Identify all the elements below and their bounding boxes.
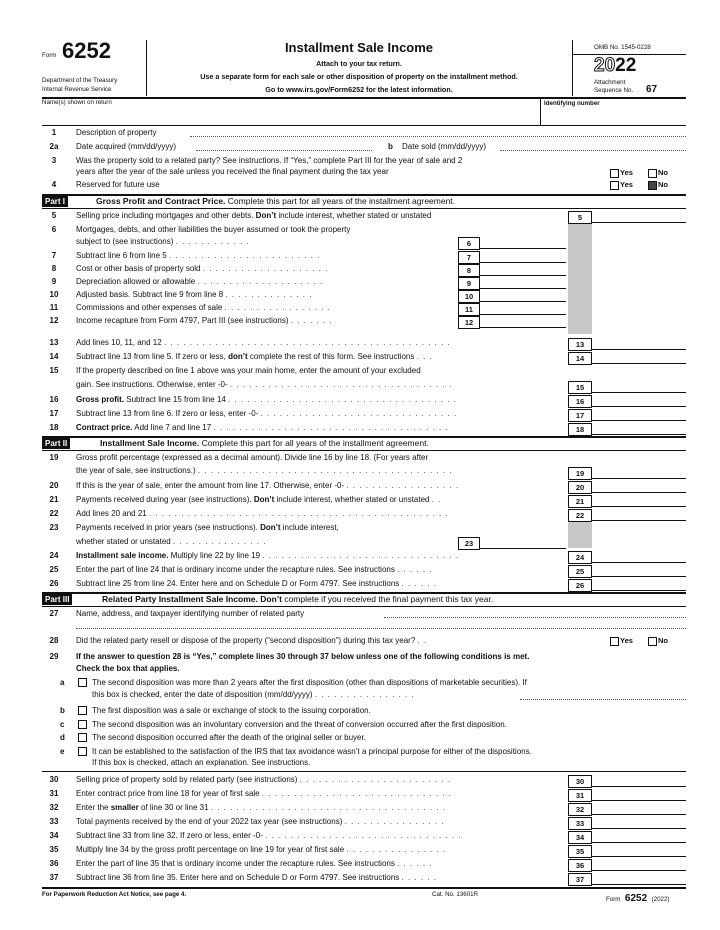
line-5-label: Selling price including mortgages and other debts. Don’t include interest, whether stated or unstated: [76, 211, 432, 220]
line-32-label: Enter the smaller of line 30 or line 31 . . . . . . . . . . . . . . . . . . . . . . . . . . . . . . . . . . . . .: [76, 803, 447, 812]
date-acquired-input[interactable]: [196, 150, 372, 151]
line-18-label: Contract price. Add line 7 and line 17 . . . . . . . . . . . . . . . . . . . . . . . . . . . . . . . . . . . . .: [76, 423, 449, 432]
part-2-label: Part II: [42, 438, 70, 449]
line-17-box: 17: [568, 409, 592, 422]
line-24-box: 24: [568, 551, 592, 564]
line-13-box: 13: [568, 338, 592, 351]
line-10-box: 10: [458, 290, 480, 303]
line-4-yes-checkbox[interactable]: [610, 181, 619, 190]
attachment-label: Attachment: [594, 79, 626, 86]
line-8-number: 8: [51, 264, 57, 273]
line-9-label: Depreciation allowed or allowable . . . . . . . . . . . . . . . . . . . .: [76, 277, 324, 286]
line-7-box: 7: [458, 251, 480, 264]
condition-e-label: It can be established to the satisfaction of the IRS that tax avoidance wasn’t a principal purpose for either of the dispositions.: [92, 747, 532, 756]
line-1-label: Description of property: [76, 128, 157, 137]
line-2a-number: 2a: [49, 142, 59, 151]
line-12-box: 12: [458, 316, 480, 329]
line-3-no-label: No: [658, 168, 668, 177]
catalog-number: Cat. No. 13601R: [432, 891, 479, 898]
line-6-number: 6: [51, 225, 57, 234]
form-title: Installment Sale Income: [284, 40, 434, 55]
line-4-no-label: No: [658, 180, 668, 189]
line-33-box: 33: [568, 817, 592, 830]
line-23-number: 23: [49, 523, 59, 532]
line-36-input[interactable]: [592, 859, 686, 871]
line-2b-label: Date sold (mm/dd/yyyy): [402, 142, 487, 151]
line-7-number: 7: [51, 251, 57, 260]
line-28-no-label: No: [658, 636, 668, 645]
form-word: Form: [42, 52, 57, 59]
line-33-label: Total payments received by the end of your 2022 tax year (see instructions) . . . . . . . . . . . . . . . .: [76, 817, 445, 826]
condition-b-label: The first disposition was a sale or exchange of stock to the issuing corporation.: [92, 706, 371, 715]
line-29-number: 29: [49, 652, 59, 661]
line-36-box: 36: [568, 859, 592, 872]
tax-year: 2022: [594, 55, 637, 76]
line-14-number: 14: [49, 352, 59, 361]
line-23-shaded: [568, 522, 592, 548]
line-26-input[interactable]: [592, 579, 686, 591]
line-3-yes-label: Yes: [620, 168, 633, 177]
line-15-number: 15: [49, 366, 59, 375]
line-13-number: 13: [49, 338, 59, 347]
identifying-number-input[interactable]: [544, 108, 684, 122]
line-2a-label: Date acquired (mm/dd/yyyy): [76, 142, 177, 151]
line-10-label: Adjusted basis. Subtract line 9 from line 8 . . . . . . . . . . . . . .: [76, 290, 313, 299]
condition-d-letter: d: [60, 733, 65, 742]
line-15-label-2: gain. See instructions. Otherwise, enter -0- . . . . . . . . . . . . . . . . . . . . . . . . . . . . . . . . . . .: [76, 380, 453, 389]
line-17-input[interactable]: [592, 409, 686, 421]
sequence-label: Sequence No.: [594, 87, 634, 94]
line-30-label: Selling price of property sold by related party (see instructions) . . . . . . . . . . . . . . . . . . . . . . . .: [76, 775, 452, 784]
line-6-label: Mortgages, debts, and other liabilities the buyer assumed or took the property: [76, 225, 351, 234]
date-sold-input[interactable]: [500, 150, 686, 151]
line-27-input-2[interactable]: [76, 628, 686, 629]
line-14-input[interactable]: [592, 352, 686, 364]
dept-irs: Internal Revenue Service: [42, 86, 112, 93]
line-14-label: Subtract line 13 from line 5. If zero or less, don’t complete the rest of this form. See instructions . . .: [76, 352, 433, 361]
line-3-yes-checkbox[interactable]: [610, 169, 619, 178]
line-22-number: 22: [49, 509, 59, 518]
line-18-input[interactable]: [592, 423, 686, 435]
line-21-input[interactable]: [592, 495, 686, 507]
line-36-label: Enter the part of line 35 that is ordinary income under the recapture rules. See instructions . . . . . .: [76, 859, 433, 868]
line-27-label: Name, address, and taxpayer identifying number of related party: [76, 609, 305, 618]
line-13-label: Add lines 10, 11, and 12 . . . . . . . . . . . . . . . . . . . . . . . . . . . . . . . . . . . . . . . . . . . . .: [76, 338, 451, 347]
line-24-input[interactable]: [592, 551, 686, 563]
line-16-input[interactable]: [592, 395, 686, 407]
line-31-input[interactable]: [592, 789, 686, 801]
line-29-label: If the answer to question 28 is “Yes,” complete lines 30 through 37 below unless one of the following conditions is met.: [76, 652, 530, 661]
line-3-no-checkbox[interactable]: [648, 169, 657, 178]
line-9-number: 9: [51, 277, 57, 286]
line-34-label: Subtract line 33 from line 32. If zero or less, enter -0- . . . . . . . . . . . . . . . . . . . . . . . . . . . . . . .: [76, 831, 462, 840]
line-6-input[interactable]: [480, 237, 566, 249]
names-input[interactable]: [44, 108, 534, 122]
line-28-yes-checkbox[interactable]: [610, 637, 619, 646]
line-29-label-2: Check the box that applies.: [76, 664, 180, 673]
condition-c-checkbox[interactable]: [78, 720, 87, 729]
part-1-shaded-column: [568, 224, 592, 334]
line-28-no-checkbox[interactable]: [648, 637, 657, 646]
line-37-label: Subtract line 36 from line 35. Enter here and on Schedule D or Form 4797. See instructions . . . . . .: [76, 873, 437, 882]
line-28-number: 28: [49, 636, 59, 645]
line-31-box: 31: [568, 789, 592, 802]
attach-text: Attach to your tax return.: [316, 59, 402, 68]
line-5-input[interactable]: [592, 211, 686, 223]
line-31-label: Enter contract price from line 18 for year of first sale . . . . . . . . . . . . . . . . . . . . . . . . . . . . . .: [76, 789, 453, 798]
line-35-input[interactable]: [592, 845, 686, 857]
line-34-input[interactable]: [592, 831, 686, 843]
line-25-input[interactable]: [592, 565, 686, 577]
condition-a-date-input[interactable]: [520, 699, 686, 700]
line-9-box: 9: [458, 277, 480, 290]
part-1-title: Gross Profit and Contract Price. Complete this part for all years of the installment agreement.: [96, 196, 456, 206]
line-34-box: 34: [568, 831, 592, 844]
line-9-input[interactable]: [480, 277, 566, 289]
line-24-label: Installment sale income. Multiply line 22 by line 19 . . . . . . . . . . . . . . . . . . . . . . . . . . . . . . .: [76, 551, 459, 560]
line-26-label: Subtract line 25 from line 24. Enter here and on Schedule D or Form 4797. See instructions . . . . . .: [76, 579, 437, 588]
instruction-website: Go to www.irs.gov/Form6252 for the latest information.: [265, 85, 453, 94]
line-21-box: 21: [568, 495, 592, 508]
line-19-label: Gross profit percentage (expressed as a decimal amount). Divide line 16 by line 18. (For years after: [76, 453, 429, 462]
condition-a-label-2: this box is checked, enter the date of disposition (mm/dd/yyyy) . . . . . . . . . . . . . . . .: [92, 690, 415, 699]
line-1-input[interactable]: [190, 136, 686, 137]
line-7-input[interactable]: [480, 251, 566, 263]
line-33-input[interactable]: [592, 817, 686, 829]
line-12-label: Income recapture from Form 4797, Part III (see instructions) . . . . . . .: [76, 316, 333, 325]
line-27-number: 27: [49, 609, 59, 618]
line-30-number: 30: [49, 775, 59, 784]
line-36-number: 36: [49, 859, 59, 868]
line-23-label: Payments received in prior years (see instructions). Don’t include interest,: [76, 523, 339, 532]
line-10-number: 10: [49, 290, 59, 299]
line-23-label-2: whether stated or unstated . . . . . . . . . . . . . . .: [76, 537, 267, 546]
line-37-box: 37: [568, 873, 592, 886]
paperwork-notice: For Paperwork Reduction Act Notice, see page 4.: [42, 891, 187, 898]
line-26-box: 26: [568, 579, 592, 592]
line-33-number: 33: [49, 817, 59, 826]
line-19-input[interactable]: [592, 467, 686, 479]
line-4-number: 4: [51, 180, 57, 189]
part-3-label: Part III: [42, 594, 72, 605]
condition-c-letter: c: [60, 720, 65, 729]
line-7-label: Subtract line 6 from line 5 . . . . . . . . . . . . . . . . . . . . . . . .: [76, 251, 321, 260]
line-22-input[interactable]: [592, 509, 686, 521]
condition-e-checkbox[interactable]: [78, 747, 87, 756]
line-25-box: 25: [568, 565, 592, 578]
line-37-number: 37: [49, 873, 59, 882]
line-4-yes-label: Yes: [620, 180, 633, 189]
line-35-number: 35: [49, 845, 59, 854]
line-3-label: Was the property sold to a related party? See instructions. If “Yes,” complete Part III for the year of sale and 2: [76, 156, 463, 165]
condition-d-checkbox[interactable]: [78, 733, 87, 742]
line-31-number: 31: [49, 789, 59, 798]
names-label: Name(s) shown on return: [42, 99, 112, 106]
line-16-label: Gross profit. Subtract line 15 from line 14 . . . . . . . . . . . . . . . . . . . . . . . . . . . . . . . . . . . .: [76, 395, 457, 404]
line-34-number: 34: [49, 831, 59, 840]
line-8-label: Cost or other basis of property sold . . . . . . . . . . . . . . . . . . . .: [76, 264, 329, 273]
part-3-title: Related Party Installment Sale Income. Don’t complete if you received the final payment this tax year.: [102, 594, 494, 604]
line-11-box: 11: [458, 303, 480, 316]
footer-form-id: Form 6252 (2022): [606, 893, 670, 904]
line-20-box: 20: [568, 481, 592, 494]
line-5-box: 5: [568, 211, 592, 224]
line-3-label-2: years after the year of the sale unless you received the final payment during the tax year: [76, 167, 389, 176]
part-2-title: Installment Sale Income. Complete this part for all years of the installment agreement.: [100, 438, 429, 448]
line-21-number: 21: [49, 495, 59, 504]
line-1-number: 1: [51, 128, 57, 137]
line-20-number: 20: [49, 481, 59, 490]
line-22-box: 22: [568, 509, 592, 522]
sequence-number: 67: [646, 84, 658, 95]
line-25-label: Enter the part of line 24 that is ordinary income under the recapture rules. See instructions . . . . . .: [76, 565, 433, 574]
line-23-box: 23: [458, 537, 480, 550]
dept-treasury: Department of the Treasury: [42, 77, 118, 84]
condition-a-checkbox[interactable]: [78, 678, 87, 687]
line-24-number: 24: [49, 551, 59, 560]
instruction-separate: Use a separate form for each sale or other disposition of property on the installment method.: [200, 72, 518, 81]
line-26-number: 26: [49, 579, 59, 588]
line-18-number: 18: [49, 423, 59, 432]
line-6-label-2: subject to (see instructions) . . . . . . . . . . . .: [76, 237, 250, 246]
line-19-number: 19: [49, 453, 59, 462]
line-35-box: 35: [568, 845, 592, 858]
line-35-label: Multiply line 34 by the gross profit percentage on line 19 for year of first sale . . . . . . . . . . . . . . . .: [76, 845, 447, 854]
line-3-number: 3: [51, 156, 57, 165]
line-12-number: 12: [49, 316, 59, 325]
line-28-label: Did the related party resell or dispose of the property (“second disposition”) during this tax year? . .: [76, 636, 428, 645]
line-20-label: If this is the year of sale, enter the amount from line 17. Otherwise, enter -0- . . . . . . . . . . . . . . . . . .: [76, 481, 460, 490]
line-28-yes-label: Yes: [620, 636, 633, 645]
condition-a-label: The second disposition was more than 2 years after the first disposition (other than dispositions of marketable securities). If: [92, 678, 527, 687]
condition-b-letter: b: [60, 706, 65, 715]
part-1-label: Part I: [42, 196, 68, 207]
line-8-box: 8: [458, 264, 480, 277]
line-11-label: Commissions and other expenses of sale . . . . . . . . . . . . . . . . .: [76, 303, 331, 312]
identifying-number-label: Identifying number: [544, 100, 600, 107]
line-30-box: 30: [568, 775, 592, 788]
condition-b-checkbox[interactable]: [78, 706, 87, 715]
condition-a-letter: a: [60, 678, 65, 687]
line-20-input[interactable]: [592, 481, 686, 493]
line-19-box: 19: [568, 467, 592, 480]
line-4-no-checkbox[interactable]: [648, 181, 657, 190]
line-15-box: 15: [568, 381, 592, 394]
omb-number: OMB No. 1545-0228: [594, 44, 651, 51]
line-30-input[interactable]: [592, 775, 686, 787]
condition-c-label: The second disposition was an involuntary conversion and the threat of conversion occurred after the first disposition.: [92, 720, 507, 729]
line-32-box: 32: [568, 803, 592, 816]
line-23-input[interactable]: [480, 537, 566, 549]
line-15-label: If the property described on line 1 above was your main home, enter the amount of your excluded: [76, 366, 421, 375]
line-37-input[interactable]: [592, 873, 686, 885]
line-16-box: 16: [568, 395, 592, 408]
line-8-input[interactable]: [480, 264, 566, 276]
line-13-input[interactable]: [592, 338, 686, 350]
line-32-input[interactable]: [592, 803, 686, 815]
line-5-number: 5: [51, 211, 57, 220]
line-11-input[interactable]: [480, 303, 566, 315]
line-14-box: 14: [568, 352, 592, 365]
line-2b-letter: b: [388, 142, 393, 151]
line-6-box: 6: [458, 237, 480, 250]
line-4-label: Reserved for future use: [76, 180, 160, 189]
condition-e-letter: e: [60, 747, 65, 756]
form-number: 6252: [62, 38, 111, 63]
condition-d-label: The second disposition occurred after the death of the original seller or buyer.: [92, 733, 366, 742]
line-12-input[interactable]: [480, 316, 566, 328]
line-25-number: 25: [49, 565, 59, 574]
line-17-label: Subtract line 13 from line 6. If zero or less, enter -0- . . . . . . . . . . . . . . . . . . . . . . . . . . . . . . .: [76, 409, 458, 418]
line-21-label: Payments received during year (see instructions). Don’t include interest, whether stated or unstated . .: [76, 495, 442, 504]
line-19-label-2: the year of sale, see instructions.) . . . . . . . . . . . . . . . . . . . . . . . . . . . . . . . . . . . . . . . .: [76, 466, 453, 475]
line-32-number: 32: [49, 803, 59, 812]
line-22-label: Add lines 20 and 21 . . . . . . . . . . . . . . . . . . . . . . . . . . . . . . . . . . . . . . . . . . . . . . .: [76, 509, 449, 518]
condition-e-label-2: If this box is checked, attach an explanation. See instructions.: [92, 758, 311, 767]
line-27-input[interactable]: [384, 617, 686, 618]
line-11-number: 11: [49, 303, 59, 312]
line-17-number: 17: [49, 409, 59, 418]
line-10-input[interactable]: [480, 290, 566, 302]
line-15-input[interactable]: [592, 381, 686, 393]
line-16-number: 16: [49, 395, 59, 404]
line-18-box: 18: [568, 423, 592, 436]
